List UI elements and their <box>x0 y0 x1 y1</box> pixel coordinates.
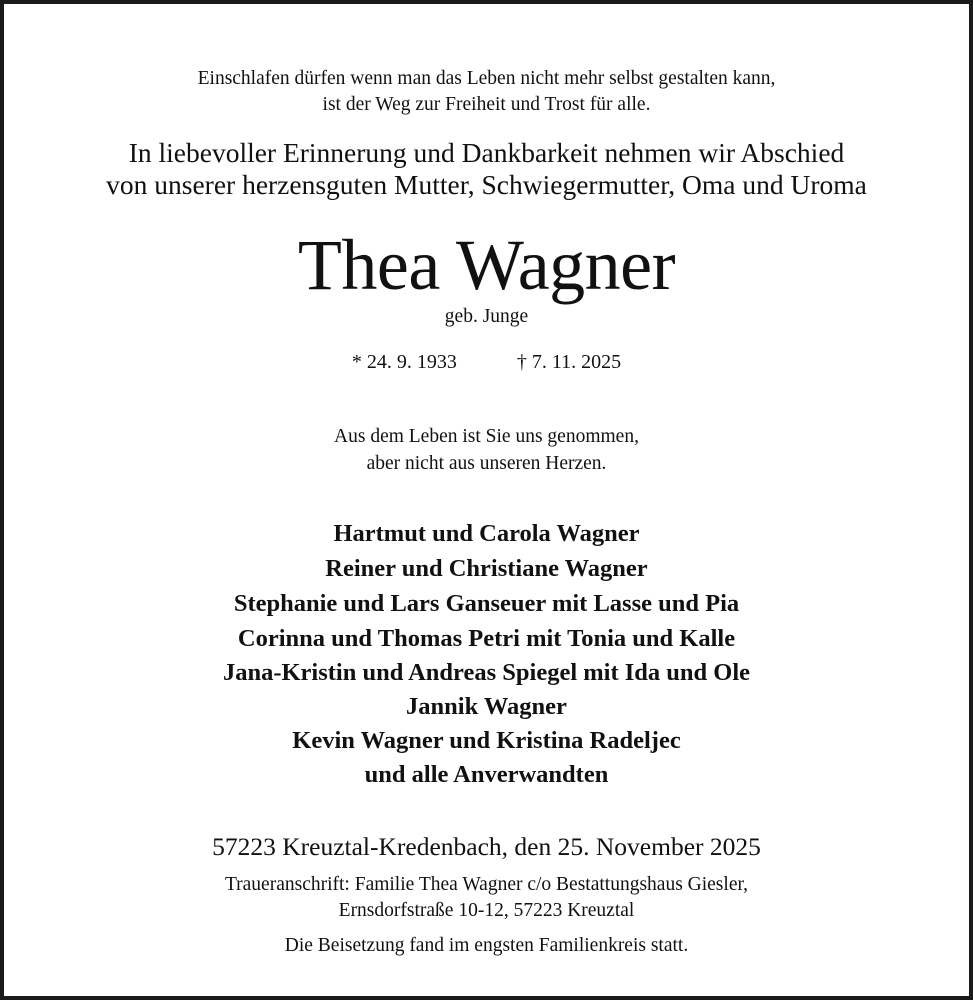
mourning-address-line-2: Ernsdorfstraße 10-12, 57223 Kreuztal <box>338 900 635 921</box>
birth-date: * 24. 9. 1933 <box>351 351 457 373</box>
maiden-name: geb. Junge <box>444 306 529 327</box>
intro-line-1: In liebevoller Erinnerung und Dankbarkeit nehmen wir Abschied <box>128 137 845 168</box>
mourner-line: Reiner und Christiane Wagner <box>325 555 648 582</box>
mourner-line: Stephanie und Lars Ganseuer mit Lasse und Pia <box>233 590 740 617</box>
mourning-address-line-1: Traueranschrift: Familie Thea Wagner c/o Bestattungshaus Giesler, <box>224 874 749 895</box>
verse-line-1: Aus dem Leben ist Sie uns genommen, <box>334 426 639 447</box>
verse-line-2: aber nicht aus unseren Herzen. <box>366 453 607 474</box>
mourner-line: Jana-Kristin und Andreas Spiegel mit Ida und Ole <box>222 659 751 686</box>
motto-line-1: Einschlafen dürfen wenn man das Leben nicht mehr selbst gestalten kann, <box>197 68 776 89</box>
motto-line-2: ist der Weg zur Freiheit und Trost für alle. <box>322 94 651 115</box>
life-dates <box>4 351 969 374</box>
mourner-line: Corinna und Thomas Petri mit Tonia und Kalle <box>237 625 736 652</box>
mourner-line: und alle Anverwandten <box>364 761 609 788</box>
place-and-date: 57223 Kreuztal-Kredenbach, den 25. November 2025 <box>212 832 761 861</box>
funeral-note: Die Beisetzung fand im engsten Familienkreis statt. <box>284 935 689 956</box>
mourner-line: Kevin Wagner und Kristina Radeljec <box>292 727 681 754</box>
mourner-line: Jannik Wagner <box>406 693 567 720</box>
intro-line-2: von unserer herzensguten Mutter, Schwiegermutter, Oma und Uroma <box>106 169 867 200</box>
mourner-line: Hartmut und Carola Wagner <box>333 520 640 547</box>
death-date: † 7. 11. 2025 <box>516 351 622 373</box>
deceased-name: Thea Wagner <box>297 225 676 305</box>
